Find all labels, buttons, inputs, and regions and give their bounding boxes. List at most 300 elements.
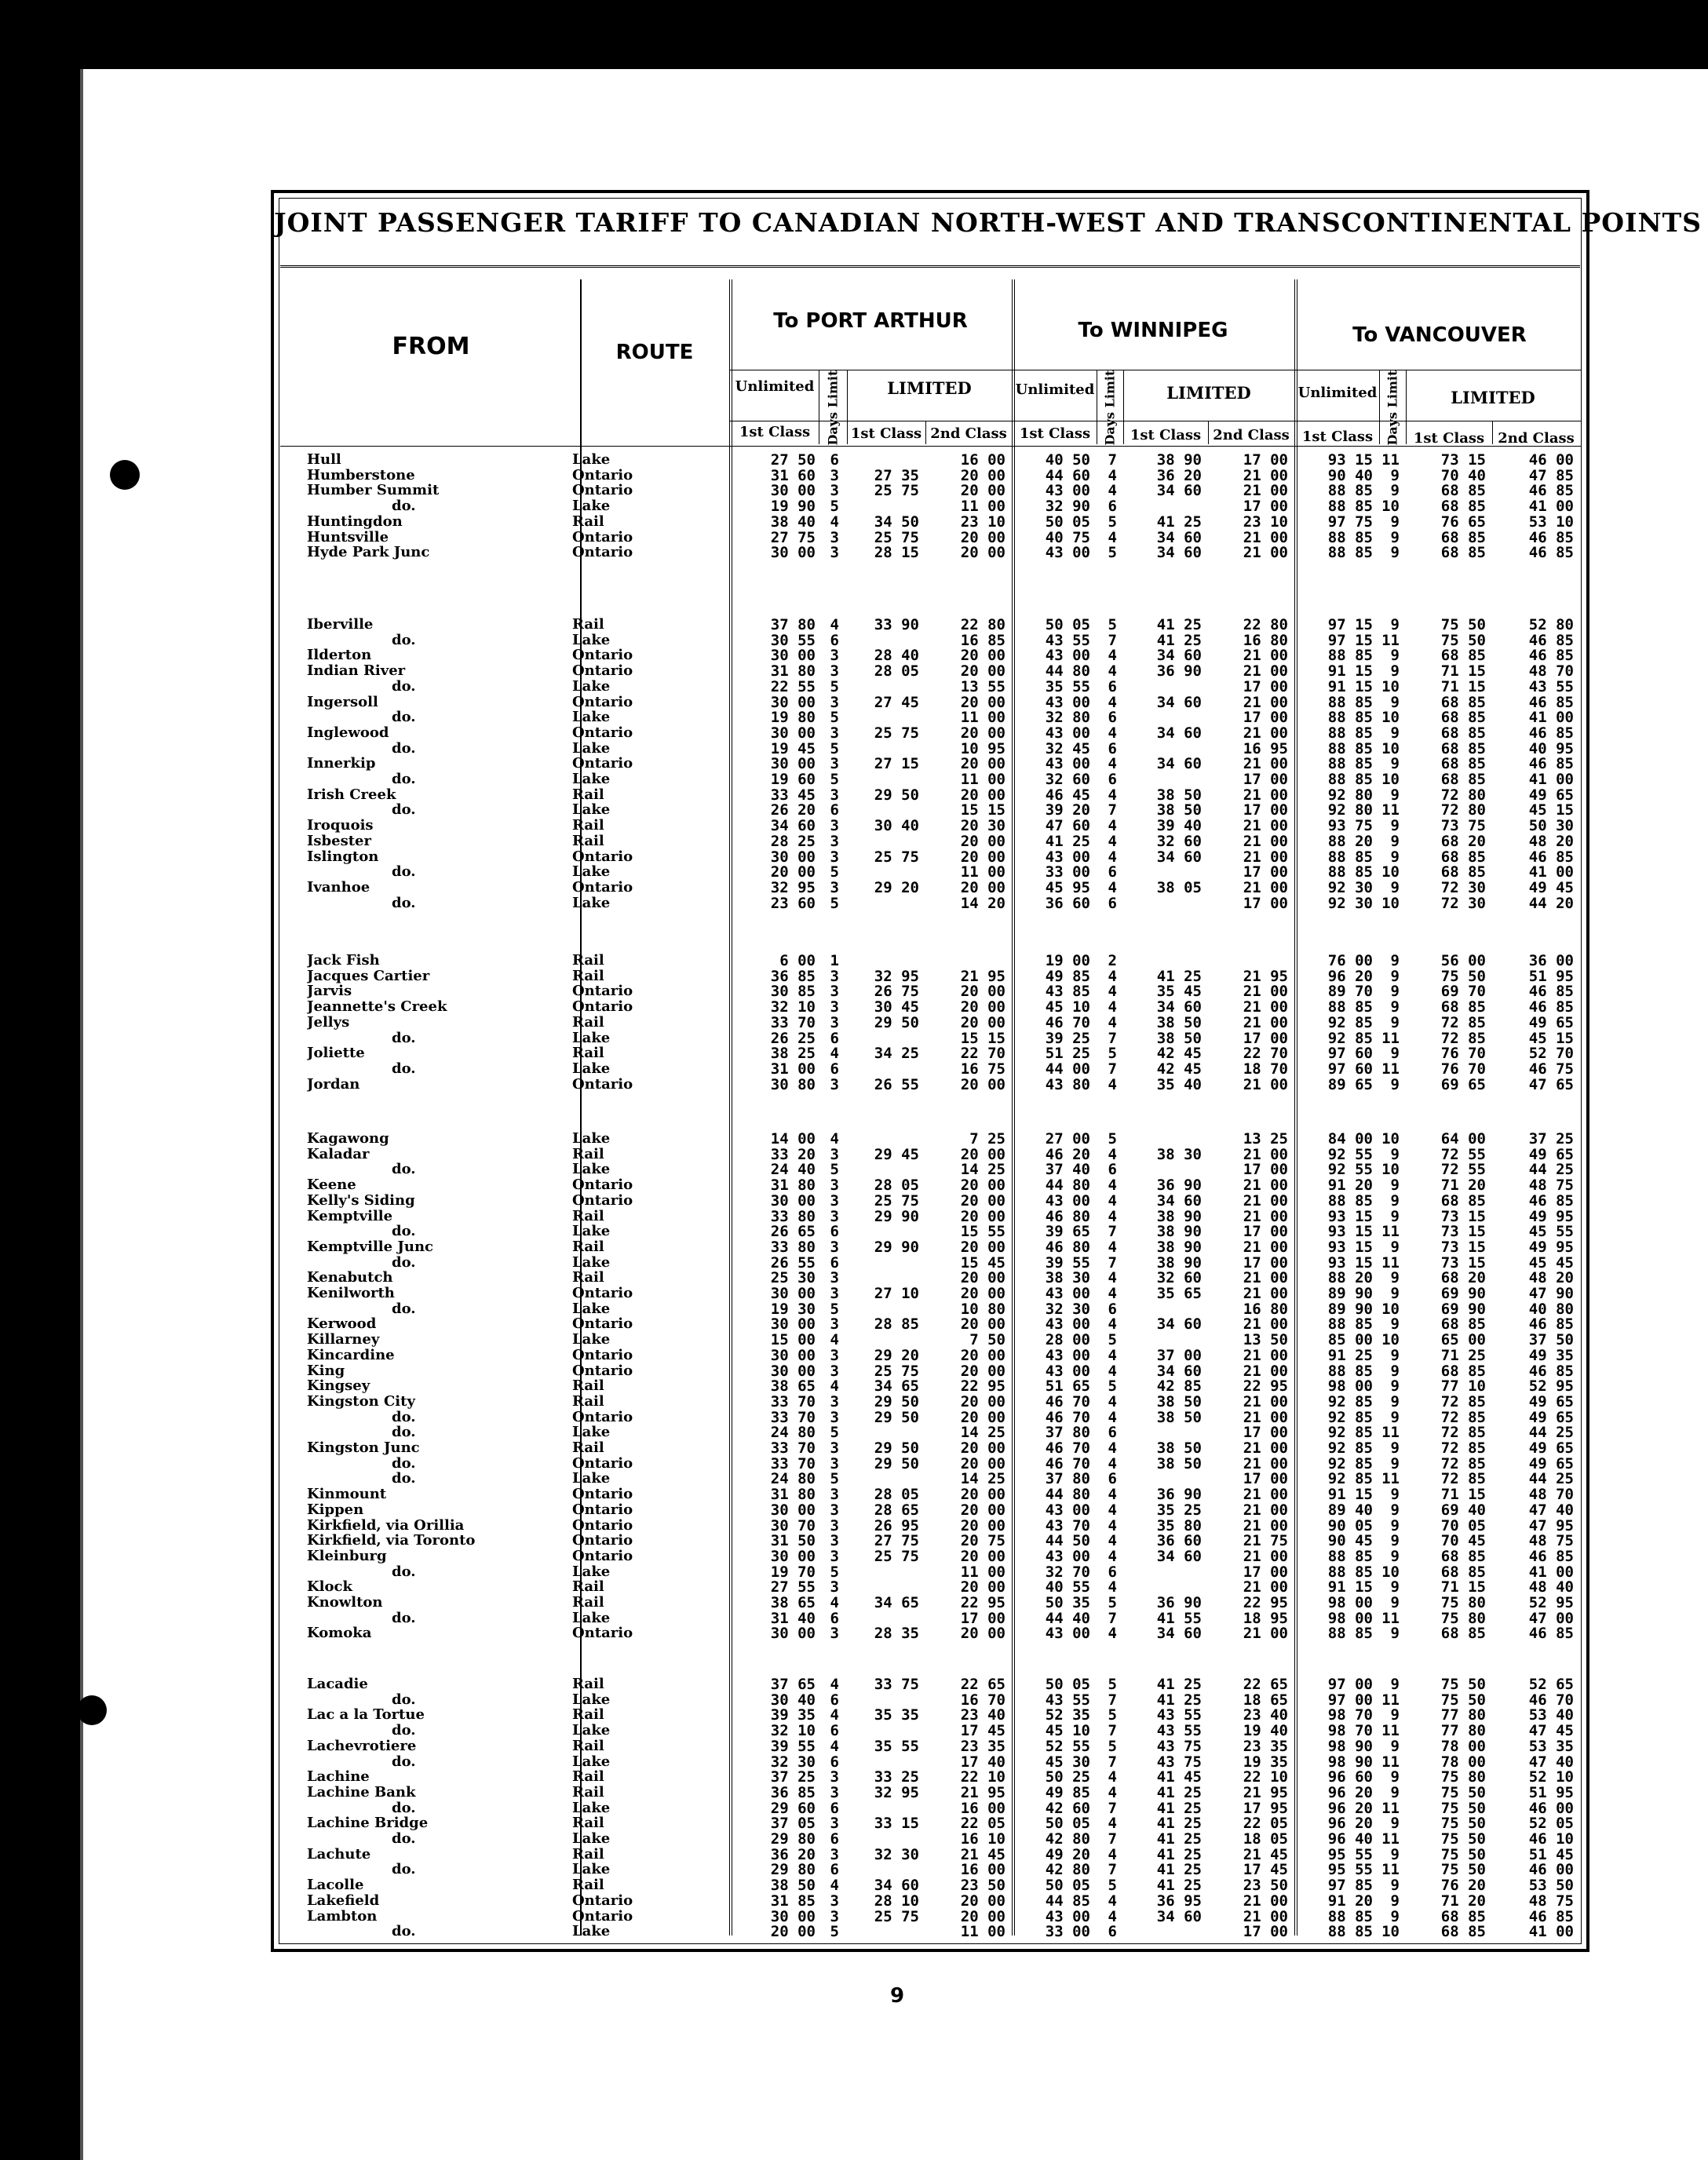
route-name: Lake <box>572 709 611 726</box>
pa-limited-first-cell: 26 55 <box>874 1075 919 1093</box>
origin-station: do. <box>392 1862 416 1878</box>
va-days-cell: 9 <box>1390 1547 1400 1565</box>
pa-unlimited-cell: 34 60 <box>770 817 816 835</box>
origin-station: Kippen <box>307 1501 364 1518</box>
pa-days-cell: 4 <box>830 1130 839 1148</box>
va-limited-first-cell: 72 30 <box>1440 894 1486 912</box>
pa-limited-second-cell: 20 00 <box>960 528 1005 546</box>
va-limited-first-cell: 71 25 <box>1440 1346 1486 1364</box>
pa-limited-second-cell: 23 40 <box>960 1706 1005 1724</box>
wp-limited-second-cell: 21 00 <box>1243 1285 1288 1302</box>
pa-limited-first-cell: 28 65 <box>874 1501 919 1519</box>
route-name: Rail <box>572 967 604 984</box>
va-unlimited-cell: 98 90 <box>1327 1737 1373 1755</box>
va-days-cell: 10 <box>1381 1923 1400 1941</box>
va-limited-second-cell: 45 55 <box>1528 1223 1574 1241</box>
table-row <box>274 1348 1583 1363</box>
origin-station: Kemptville Junc <box>307 1239 433 1255</box>
origin-station: do. <box>392 632 416 648</box>
origin-station: Klock <box>307 1579 352 1596</box>
wp-limited-second-cell: 17 00 <box>1243 1923 1288 1941</box>
wp-limited-first-cell: 41 25 <box>1156 1676 1202 1693</box>
route-name: Rail <box>572 1706 604 1724</box>
va-limited-second-cell: 49 65 <box>1528 1439 1574 1457</box>
va-unlimited-cell: 93 15 <box>1327 451 1373 469</box>
wp-days-cell: 7 <box>1108 1861 1117 1879</box>
pa-days-cell: 3 <box>830 1907 839 1925</box>
wp-limited-first-cell: 36 90 <box>1156 1486 1202 1504</box>
pa-limited-first-cell: 32 30 <box>874 1845 919 1863</box>
va-limited-first-cell: 56 00 <box>1440 952 1486 969</box>
route-name: Lake <box>572 1470 611 1487</box>
pa-limited-second-cell: 16 85 <box>960 631 1005 649</box>
route-name: Rail <box>572 513 604 530</box>
route-name: Rail <box>572 952 604 969</box>
wp-unlimited-cell: 46 70 <box>1045 1013 1090 1031</box>
wp-limited-first-cell: 35 45 <box>1156 983 1202 1001</box>
wp-limited-second-cell: 21 00 <box>1243 1892 1288 1910</box>
table-row <box>274 710 1583 725</box>
wp-limited-second-cell: 22 70 <box>1243 1045 1288 1063</box>
wp-limited-first-cell: 34 60 <box>1156 528 1202 546</box>
wp-limited-first-cell: 41 25 <box>1156 1783 1202 1801</box>
wp-days-cell: 4 <box>1108 1362 1117 1380</box>
table-row <box>274 1518 1583 1534</box>
origin-station: Lakefield <box>307 1892 380 1909</box>
wp-days-cell: 6 <box>1108 1563 1117 1581</box>
wp-days-cell: 4 <box>1108 1315 1117 1334</box>
va-days-cell: 10 <box>1381 771 1400 788</box>
va-limited-first-cell: 72 85 <box>1440 1439 1486 1457</box>
pa-days-cell: 3 <box>830 724 839 742</box>
pa-limited-second-cell: 20 00 <box>960 1516 1005 1534</box>
pa-days-cell: 3 <box>830 693 839 711</box>
wp-days-cell: 7 <box>1108 801 1117 819</box>
va-days-cell: 9 <box>1390 1315 1400 1334</box>
pa-days-cell: 4 <box>830 1045 839 1063</box>
route-name: Rail <box>572 1877 604 1894</box>
va-limited-first-cell: 72 55 <box>1440 1145 1486 1163</box>
origin-station: Kagawong <box>307 1131 389 1147</box>
pa-limited-second-cell: 22 10 <box>960 1768 1005 1786</box>
va-unlimited-cell: 91 15 <box>1327 1578 1373 1596</box>
wp-limited-second-cell: 21 00 <box>1243 983 1288 1001</box>
pa-unlimited-cell: 30 00 <box>770 755 816 773</box>
va-limited-second-cell: 46 00 <box>1528 1861 1574 1879</box>
route-name: Lake <box>572 1830 611 1847</box>
va-days-cell: 11 <box>1381 1223 1400 1241</box>
wp-unlimited-cell: 43 00 <box>1045 1625 1090 1643</box>
va-limited-second-cell: 46 85 <box>1528 693 1574 711</box>
table-row <box>274 1209 1583 1224</box>
wp-limited-second-cell: 17 00 <box>1243 1424 1288 1442</box>
wp-days-cell: 6 <box>1108 677 1117 695</box>
va-limited-first-cell: 75 50 <box>1440 1815 1486 1833</box>
va-limited-second-cell: 52 65 <box>1528 1676 1574 1693</box>
wp-days-cell: 6 <box>1108 863 1117 881</box>
route-name: Ontario <box>572 1075 633 1093</box>
wp-limited-first-cell: 38 90 <box>1156 1223 1202 1241</box>
pa-days-cell: 3 <box>830 786 839 804</box>
va-days-cell: 11 <box>1381 1060 1400 1078</box>
va-limited-first-cell: 75 50 <box>1440 616 1486 633</box>
pa-limited-second-cell: 20 00 <box>960 878 1005 896</box>
route-name: Ontario <box>572 1625 633 1642</box>
pa-limited-first-cell: 29 90 <box>874 1238 919 1256</box>
va-limited-second-cell: 41 00 <box>1528 1563 1574 1581</box>
table-row <box>274 1502 1583 1518</box>
wp-limited-second-cell: 21 00 <box>1243 1392 1288 1410</box>
pa-unlimited-cell: 33 80 <box>770 1238 816 1256</box>
va-days-cell: 10 <box>1381 894 1400 912</box>
wp-days-cell: 4 <box>1108 1145 1117 1163</box>
va-days-cell: 10 <box>1381 1130 1400 1148</box>
va-days-cell: 9 <box>1390 1815 1400 1833</box>
origin-station: Lachevrotiere <box>307 1738 417 1754</box>
pa-limited-first-cell: 27 35 <box>874 466 919 484</box>
va-limited-first-cell: 73 15 <box>1440 1223 1486 1241</box>
wp-unlimited-cell: 37 80 <box>1045 1424 1090 1442</box>
wp-days-cell: 4 <box>1108 466 1117 484</box>
route-name: Lake <box>572 1253 611 1271</box>
table-row <box>274 633 1583 648</box>
punch-hole-bottom <box>77 1695 107 1725</box>
va-unlimited-cell: 92 85 <box>1327 1439 1373 1457</box>
route-name: Ontario <box>572 1532 633 1549</box>
pa-unlimited-cell: 31 40 <box>770 1609 816 1627</box>
route-name: Rail <box>572 1737 604 1754</box>
va-limited-first-cell: 69 40 <box>1440 1501 1486 1519</box>
wp-days-cell: 4 <box>1108 482 1117 500</box>
pa-unlimited-cell: 24 80 <box>770 1470 816 1488</box>
route-name: Rail <box>572 817 604 834</box>
va-unlimited-cell: 88 85 <box>1327 739 1373 757</box>
pa-unlimited-cell: 20 00 <box>770 1923 816 1941</box>
va-limited-first-cell: 73 15 <box>1440 1207 1486 1225</box>
wp-days-cell: 4 <box>1108 1207 1117 1225</box>
pa-unlimited-cell: 33 70 <box>770 1392 816 1410</box>
pa-limited-second-cell: 20 00 <box>960 1238 1005 1256</box>
table-row <box>274 983 1583 999</box>
va-limited-first-cell: 72 80 <box>1440 801 1486 819</box>
wp-unlimited-cell: 51 25 <box>1045 1045 1090 1063</box>
pa-unlimited-cell: 38 50 <box>770 1877 816 1895</box>
pa-days-cell: 3 <box>830 1362 839 1380</box>
wp-days-cell: 4 <box>1108 1269 1117 1287</box>
pa-days-cell: 4 <box>830 1377 839 1396</box>
va-days-cell: 10 <box>1381 863 1400 881</box>
wp-unlimited-cell: 32 60 <box>1045 771 1090 788</box>
wp-limited-first-cell: 36 95 <box>1156 1892 1202 1910</box>
wp-limited-first-cell: 43 75 <box>1156 1753 1202 1771</box>
route-name: Ontario <box>572 544 633 561</box>
va-limited-first-cell: 73 15 <box>1440 451 1486 469</box>
route-name: Ontario <box>572 848 633 865</box>
pa-limited-first-cell: 29 50 <box>874 1439 919 1457</box>
pa-limited-second-cell: 21 95 <box>960 967 1005 985</box>
pa-unlimited-cell: 19 70 <box>770 1563 816 1581</box>
wp-limited-second-cell: 21 00 <box>1243 544 1288 562</box>
route-name: Rail <box>572 1845 604 1863</box>
route-name: Lake <box>572 1300 611 1317</box>
pa-unlimited-cell: 39 35 <box>770 1706 816 1724</box>
wp-unlimited-cell: 43 00 <box>1045 1362 1090 1380</box>
va-days-cell: 9 <box>1390 1238 1400 1256</box>
table-row <box>274 834 1583 849</box>
origin-station: Hull <box>307 452 341 468</box>
table-row <box>274 663 1583 679</box>
va-limited-first-cell: 77 10 <box>1440 1377 1486 1396</box>
origin-station: Jacques Cartier <box>307 968 430 984</box>
pa-unlimited-cell: 19 60 <box>770 771 816 788</box>
va-limited-second-cell: 47 85 <box>1528 466 1574 484</box>
wp-days-cell: 4 <box>1108 786 1117 804</box>
wp-unlimited-cell: 46 80 <box>1045 1207 1090 1225</box>
origin-station: Ilderton <box>307 648 372 664</box>
va-days-cell: 10 <box>1381 1300 1400 1318</box>
va-unlimited-cell: 93 75 <box>1327 817 1373 835</box>
pa-unlimited-cell: 30 00 <box>770 1625 816 1643</box>
va-days-cell: 11 <box>1381 1691 1400 1709</box>
va-unlimited-cell: 88 85 <box>1327 1907 1373 1925</box>
pa-days-cell: 3 <box>830 1547 839 1565</box>
wp-limited-first-cell: 41 25 <box>1156 1877 1202 1895</box>
origin-station: Innerkip <box>307 756 376 772</box>
pa-unlimited-cell: 38 25 <box>770 1045 816 1063</box>
pa-limited-first-cell: 28 05 <box>874 1486 919 1504</box>
wp-limited-second-cell: 21 00 <box>1243 1408 1288 1426</box>
wp-days-cell: 4 <box>1108 662 1117 680</box>
pa-limited-first-cell: 34 60 <box>874 1877 919 1895</box>
table-row <box>274 617 1583 633</box>
va-limited-second-cell: 46 75 <box>1528 1060 1574 1078</box>
va-limited-second-cell: 49 65 <box>1528 1454 1574 1472</box>
wp-limited-second-cell: 21 00 <box>1243 817 1288 835</box>
wp-limited-second-cell: 21 00 <box>1243 1269 1288 1287</box>
pa-limited-second-cell: 11 00 <box>960 1923 1005 1941</box>
pa-limited-second-cell: 16 00 <box>960 451 1005 469</box>
pa-limited-second-cell: 22 95 <box>960 1594 1005 1611</box>
pa-unlimited-cell: 33 45 <box>770 786 816 804</box>
table-row <box>274 483 1583 498</box>
pa-limited-second-cell: 16 75 <box>960 1060 1005 1078</box>
va-limited-first-cell: 75 50 <box>1440 1691 1486 1709</box>
va-days-cell: 9 <box>1390 1737 1400 1755</box>
wp-limited-first-cell: 42 45 <box>1156 1045 1202 1063</box>
pa-days-cell: 3 <box>830 1892 839 1910</box>
table-row <box>274 818 1583 834</box>
wp-unlimited-cell: 43 00 <box>1045 647 1090 665</box>
va-limited-second-cell: 45 45 <box>1528 1253 1574 1272</box>
pa-unlimited-cell: 33 70 <box>770 1454 816 1472</box>
wp-limited-first-cell: 42 85 <box>1156 1377 1202 1396</box>
table-row <box>274 1893 1583 1909</box>
title-rule <box>280 265 1580 268</box>
pa-unlimited-cell: 30 00 <box>770 1547 816 1565</box>
va-limited-second-cell: 46 85 <box>1528 1362 1574 1380</box>
wp-unlimited-cell: 32 70 <box>1045 1563 1090 1581</box>
wp-limited-first-cell: 43 55 <box>1156 1722 1202 1740</box>
pa-days-cell: 3 <box>830 1625 839 1643</box>
pa-limited-first-cell: 28 35 <box>874 1625 919 1643</box>
pa-unlimited-cell: 19 30 <box>770 1300 816 1318</box>
route-name: Rail <box>572 1594 604 1611</box>
wp-days-cell: 4 <box>1108 1408 1117 1426</box>
va-days-cell: 9 <box>1390 724 1400 742</box>
wp-days-limit-label: Days Limit <box>1102 370 1118 446</box>
pa-unlimited-cell: 19 90 <box>770 498 816 516</box>
pa-days-cell: 3 <box>830 1013 839 1031</box>
wp-limited-first-cell: 32 60 <box>1156 1269 1202 1287</box>
wp-days-cell: 4 <box>1108 1285 1117 1302</box>
va-unlimited-cell: 98 70 <box>1327 1722 1373 1740</box>
wp-limited-first-cell: 38 90 <box>1156 451 1202 469</box>
origin-station: Lachine <box>307 1769 370 1786</box>
table-row <box>274 1147 1583 1162</box>
pa-days-cell: 3 <box>830 967 839 985</box>
wp-unlimited-cell: 50 25 <box>1045 1768 1090 1786</box>
va-limited-first-cell: 72 85 <box>1440 1013 1486 1031</box>
va-unlimited-cell: 97 15 <box>1327 631 1373 649</box>
va-limited-first-cell: 75 80 <box>1440 1609 1486 1627</box>
origin-station: Killarney <box>307 1332 380 1348</box>
va-unlimited-cell: 88 85 <box>1327 1563 1373 1581</box>
wp-limited-second-cell: 17 00 <box>1243 677 1288 695</box>
wp-days-cell: 4 <box>1108 755 1117 773</box>
va-limited-second-cell: 46 00 <box>1528 451 1574 469</box>
va-unlimited-cell: 96 40 <box>1327 1830 1373 1848</box>
va-limited-second-cell: 46 85 <box>1528 755 1574 773</box>
pa-unlimited-cell: 30 00 <box>770 647 816 665</box>
pa-days-cell: 3 <box>830 1439 839 1457</box>
va-limited-first-cell: 75 50 <box>1440 1830 1486 1848</box>
pa-unlimited-label: Unlimited <box>735 378 815 395</box>
va-unlimited-cell: 90 45 <box>1327 1532 1373 1550</box>
va-unlimited-cell: 76 00 <box>1327 952 1373 969</box>
pa-unlimited-cell: 30 00 <box>770 1362 816 1380</box>
va-unlimited-cell: 88 85 <box>1327 544 1373 562</box>
pa-unlimited-cell: 32 30 <box>770 1753 816 1771</box>
pa-unlimited-cell: 30 00 <box>770 848 816 866</box>
wp-limited-first-cell: 35 80 <box>1156 1516 1202 1534</box>
origin-station: Kelly's Siding <box>307 1192 415 1209</box>
origin-station: King <box>307 1363 345 1379</box>
va-unlimited-cell: 98 00 <box>1327 1377 1373 1396</box>
va-limited-second-cell: 37 25 <box>1528 1130 1574 1148</box>
wp-limited-second-cell: 21 00 <box>1243 528 1288 546</box>
pa-limited-second-cell: 14 25 <box>960 1470 1005 1488</box>
va-days-cell: 9 <box>1390 878 1400 896</box>
table-row <box>274 1378 1583 1394</box>
wp-limited-second-cell: 17 00 <box>1243 1029 1288 1047</box>
pa-unlimited-cell: 32 95 <box>770 878 816 896</box>
wp-unlimited-cell: 43 00 <box>1045 1907 1090 1925</box>
wp-unlimited-cell: 27 00 <box>1045 1130 1090 1148</box>
pa-limited-first-cell: 25 75 <box>874 724 919 742</box>
origin-station: do. <box>392 1301 416 1317</box>
pa-limited-first-label: 1st Class <box>850 425 922 442</box>
va-limited-first-cell: 68 85 <box>1440 1625 1486 1643</box>
pa-unlimited-cell: 20 00 <box>770 863 816 881</box>
pa-unlimited-cell: 19 45 <box>770 739 816 757</box>
va-unlimited-cell: 93 15 <box>1327 1238 1373 1256</box>
va-unlimited-cell: 88 85 <box>1327 1191 1373 1210</box>
va-unlimited-label: Unlimited <box>1297 385 1378 401</box>
wp-limited-first-cell: 38 90 <box>1156 1238 1202 1256</box>
va-limited-first-cell: 75 50 <box>1440 967 1486 985</box>
origin-station: Jordan <box>307 1076 360 1093</box>
pa-days-cell: 6 <box>830 451 839 469</box>
va-limited-second-cell: 49 65 <box>1528 1145 1574 1163</box>
wp-days-cell: 4 <box>1108 1346 1117 1364</box>
va-days-cell: 11 <box>1381 1470 1400 1488</box>
va-days-cell: 10 <box>1381 1331 1400 1349</box>
va-days-cell: 9 <box>1390 1486 1400 1504</box>
wp-first-class-label: 1st Class <box>1019 425 1091 442</box>
va-limited-second-cell: 52 05 <box>1528 1815 1574 1833</box>
va-limited-second-cell: 49 95 <box>1528 1238 1574 1256</box>
wp-days-cell: 4 <box>1108 1547 1117 1565</box>
va-days-cell: 9 <box>1390 1516 1400 1534</box>
va-days-cell: 11 <box>1381 1029 1400 1047</box>
wp-unlimited-cell: 33 00 <box>1045 1923 1090 1941</box>
route-name: Ontario <box>572 647 633 664</box>
route-name: Ontario <box>572 1346 633 1363</box>
pa-limited-second-cell: 21 95 <box>960 1783 1005 1801</box>
wp-days-cell: 4 <box>1108 1392 1117 1410</box>
wp-days-cell: 4 <box>1108 1845 1117 1863</box>
pa-limited-second-cell: 20 00 <box>960 1439 1005 1457</box>
va-unlimited-cell: 97 60 <box>1327 1045 1373 1063</box>
va-days-cell: 9 <box>1390 1075 1400 1093</box>
pa-unlimited-cell: 38 65 <box>770 1594 816 1611</box>
origin-station: Jack Fish <box>307 953 380 969</box>
wp-days-cell: 6 <box>1108 1470 1117 1488</box>
vancouver-header: To VANCOUVER <box>1352 323 1527 347</box>
va-limited-first-cell: 78 00 <box>1440 1753 1486 1771</box>
pa-days-cell: 3 <box>830 1346 839 1364</box>
wp-days-cell: 5 <box>1108 1676 1117 1693</box>
va-unlimited-cell: 96 20 <box>1327 1799 1373 1817</box>
va-days-cell: 9 <box>1390 1706 1400 1724</box>
pa-limited-second-cell: 20 00 <box>960 1892 1005 1910</box>
wp-limited-second-cell: 17 45 <box>1243 1861 1288 1879</box>
wp-limited-second-cell: 18 70 <box>1243 1060 1288 1078</box>
pa-limited-first-cell: 34 25 <box>874 1045 919 1063</box>
route-name: Lake <box>572 1161 611 1178</box>
pa-limited-first-cell: 29 50 <box>874 1454 919 1472</box>
origin-station: do. <box>392 1224 416 1240</box>
pa-unlimited-cell: 30 00 <box>770 1346 816 1364</box>
wp-limited-first-cell: 38 50 <box>1156 1408 1202 1426</box>
wp-unlimited-cell: 39 65 <box>1045 1223 1090 1241</box>
pa-limited-second-cell: 15 55 <box>960 1223 1005 1241</box>
va-limited-second-cell: 46 85 <box>1528 1315 1574 1334</box>
origin-station: do. <box>392 1030 416 1046</box>
route-name: Lake <box>572 1563 611 1580</box>
va-limited-second-cell: 46 00 <box>1528 1799 1574 1817</box>
wp-unlimited-cell: 40 55 <box>1045 1578 1090 1596</box>
va-unlimited-cell: 98 00 <box>1327 1594 1373 1611</box>
va-days-cell: 9 <box>1390 1439 1400 1457</box>
pa-limited-first-cell: 29 20 <box>874 878 919 896</box>
va-limited-first-cell: 72 55 <box>1440 1161 1486 1179</box>
wp-days-cell: 6 <box>1108 1923 1117 1941</box>
pa-unlimited-cell: 31 60 <box>770 466 816 484</box>
va-limited-first-cell: 68 85 <box>1440 739 1486 757</box>
table-row <box>274 1533 1583 1549</box>
wp-days-cell: 4 <box>1108 1578 1117 1596</box>
